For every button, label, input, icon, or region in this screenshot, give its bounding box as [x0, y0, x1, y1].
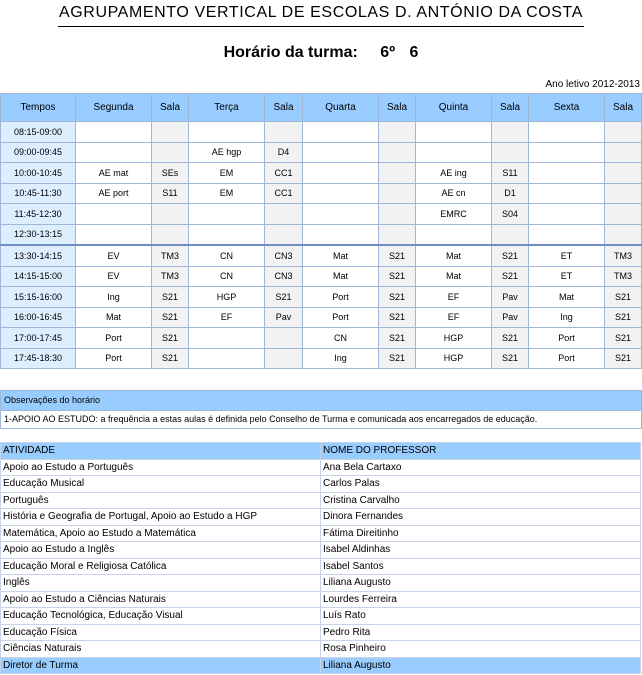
subject-cell: CN — [189, 266, 265, 287]
schedule-row — [1, 348, 642, 369]
activity-cell: Diretor de Turma — [1, 657, 321, 674]
activity-cell: Inglês — [1, 575, 321, 592]
teacher-row — [1, 575, 641, 592]
time-slot: 17:00-17:45 — [1, 328, 76, 349]
room-cell: S21 — [379, 348, 416, 369]
subject-cell: Mat — [529, 287, 605, 308]
schedule-header-cell: Sexta — [529, 94, 605, 122]
schedule-row — [1, 287, 642, 308]
teacher-row — [1, 459, 641, 476]
subject-cell: AE ing — [416, 163, 492, 184]
room-cell — [379, 122, 416, 143]
room-cell: S21 — [492, 245, 529, 266]
teacher-cell: NOME DO PROFESSOR — [321, 443, 641, 460]
schedule-row — [1, 224, 642, 245]
time-slot: 10:45-11:30 — [1, 183, 76, 204]
room-cell: S21 — [605, 328, 642, 349]
time-slot: 15:15-16:00 — [1, 287, 76, 308]
subject-cell — [303, 224, 379, 245]
room-cell — [265, 122, 303, 143]
room-cell — [492, 122, 529, 143]
subject-cell: EF — [189, 307, 265, 328]
room-cell: CN3 — [265, 266, 303, 287]
room-cell: TM3 — [152, 266, 189, 287]
room-cell — [152, 204, 189, 225]
subject-cell — [529, 163, 605, 184]
observations-heading: Observações do horário — [1, 391, 641, 411]
room-cell: S11 — [152, 183, 189, 204]
schedule-header-cell: Sala — [265, 94, 303, 122]
subject-cell — [529, 183, 605, 204]
time-slot: 11:45-12:30 — [1, 204, 76, 225]
room-cell: S21 — [152, 307, 189, 328]
schedule-row — [1, 204, 642, 225]
school-name: AGRUPAMENTO VERTICAL DE ESCOLAS D. ANTÓNIO DA COSTA — [58, 0, 584, 27]
subject-cell: EM — [189, 163, 265, 184]
room-cell — [265, 348, 303, 369]
subject-cell: HGP — [416, 348, 492, 369]
subject-cell — [303, 163, 379, 184]
subject-cell — [189, 328, 265, 349]
room-cell — [265, 224, 303, 245]
room-cell — [492, 224, 529, 245]
room-cell: S21 — [379, 287, 416, 308]
time-slot: 16:00-16:45 — [1, 307, 76, 328]
activity-cell: Apoio ao Estudo a Português — [1, 459, 321, 476]
time-slot: 09:00-09:45 — [1, 142, 76, 163]
room-cell: TM3 — [605, 245, 642, 266]
teacher-cell: Ana Bela Cartaxo — [321, 459, 641, 476]
room-cell: S21 — [492, 328, 529, 349]
schedule-row — [1, 307, 642, 328]
teacher-row — [1, 591, 641, 608]
subject-cell — [189, 224, 265, 245]
teacher-cell: Isabel Aldinhas — [321, 542, 641, 559]
room-cell — [605, 224, 642, 245]
schedule-header-cell: Sala — [152, 94, 189, 122]
subject-cell: AE hgp — [189, 142, 265, 163]
activity-cell: Apoio ao Estudo a Inglês — [1, 542, 321, 559]
activity-cell: ATIVIDADE — [1, 443, 321, 460]
subject-cell — [303, 183, 379, 204]
teacher-row — [1, 624, 641, 641]
schedule-header-cell: Terça — [189, 94, 265, 122]
schedule-row — [1, 245, 642, 266]
subject-cell: HGP — [189, 287, 265, 308]
time-slot: 12:30-13:15 — [1, 224, 76, 245]
title-label: Horário da turma: — [223, 44, 358, 61]
room-cell: S21 — [492, 266, 529, 287]
room-cell: S21 — [379, 307, 416, 328]
subject-cell — [529, 224, 605, 245]
teacher-row — [1, 558, 641, 575]
subject-cell: AE mat — [76, 163, 152, 184]
room-cell: Pav — [265, 307, 303, 328]
subject-cell — [76, 204, 152, 225]
subject-cell: Port — [303, 287, 379, 308]
subject-cell: Ing — [303, 348, 379, 369]
teacher-cell: Isabel Santos — [321, 558, 641, 575]
room-cell — [492, 142, 529, 163]
turma-number: 6 — [409, 44, 419, 61]
subject-cell: HGP — [416, 328, 492, 349]
activity-cell: Educação Musical — [1, 476, 321, 493]
subject-cell — [416, 142, 492, 163]
room-cell — [152, 142, 189, 163]
subject-cell: Mat — [416, 266, 492, 287]
room-cell: S21 — [605, 348, 642, 369]
time-slot: 08:15-09:00 — [1, 122, 76, 143]
subject-cell — [416, 122, 492, 143]
schedule-header-row — [1, 94, 642, 122]
subject-cell: EF — [416, 287, 492, 308]
subject-cell: Mat — [303, 266, 379, 287]
room-cell: S21 — [152, 328, 189, 349]
teacher-row — [1, 542, 641, 559]
room-cell — [605, 183, 642, 204]
teacher-cell: Liliana Augusto — [321, 657, 641, 674]
subject-cell: ET — [529, 245, 605, 266]
schedule-header-cell: Segunda — [76, 94, 152, 122]
activity-cell: História e Geografia de Portugal, Apoio ao Estudo a HGP — [1, 509, 321, 526]
subject-cell: Port — [303, 307, 379, 328]
subject-cell: Mat — [76, 307, 152, 328]
room-cell — [605, 122, 642, 143]
schedule-table — [0, 93, 642, 369]
subject-cell: Port — [529, 328, 605, 349]
class-director-row — [1, 657, 641, 674]
subject-cell: AE cn — [416, 183, 492, 204]
subject-cell: Mat — [303, 245, 379, 266]
teachers-table — [0, 442, 641, 674]
time-slot: 13:30-14:15 — [1, 245, 76, 266]
schedule-row — [1, 163, 642, 184]
subject-cell: EF — [416, 307, 492, 328]
school-year: Ano letivo 2012-2013 — [545, 79, 640, 90]
subject-cell: EV — [76, 245, 152, 266]
subject-cell — [529, 204, 605, 225]
subject-cell — [529, 142, 605, 163]
subject-cell — [303, 142, 379, 163]
subject-cell: EM — [189, 183, 265, 204]
schedule-row — [1, 266, 642, 287]
room-cell: S21 — [379, 245, 416, 266]
subject-cell: Ing — [529, 307, 605, 328]
schedule-row — [1, 122, 642, 143]
room-cell — [379, 204, 416, 225]
subject-cell: AE port — [76, 183, 152, 204]
room-cell: S11 — [492, 163, 529, 184]
teacher-cell: Carlos Palas — [321, 476, 641, 493]
schedule-header-cell: Tempos — [1, 94, 76, 122]
room-cell: CC1 — [265, 183, 303, 204]
subject-cell: CN — [189, 245, 265, 266]
subject-cell — [189, 122, 265, 143]
room-cell: S21 — [605, 287, 642, 308]
room-cell — [379, 183, 416, 204]
teacher-row — [1, 525, 641, 542]
room-cell: SEs — [152, 163, 189, 184]
room-cell: CC1 — [265, 163, 303, 184]
subject-cell: EV — [76, 266, 152, 287]
subject-cell: Port — [529, 348, 605, 369]
room-cell: S21 — [605, 307, 642, 328]
subject-cell — [529, 122, 605, 143]
turma-class: 6º — [380, 44, 396, 61]
subject-cell: Port — [76, 348, 152, 369]
subject-cell: Port — [76, 328, 152, 349]
room-cell: S21 — [492, 348, 529, 369]
time-slot: 14:15-15:00 — [1, 266, 76, 287]
schedule-row — [1, 183, 642, 204]
subject-cell — [189, 348, 265, 369]
room-cell — [379, 142, 416, 163]
schedule-header-cell: Quarta — [303, 94, 379, 122]
teacher-cell: Fátima Direitinho — [321, 525, 641, 542]
activity-cell: Educação Física — [1, 624, 321, 641]
teacher-row — [1, 492, 641, 509]
schedule-header-cell: Sala — [492, 94, 529, 122]
observations-box — [0, 390, 642, 429]
time-slot: 10:00-10:45 — [1, 163, 76, 184]
room-cell: S21 — [379, 266, 416, 287]
room-cell — [605, 204, 642, 225]
teacher-row — [1, 608, 641, 625]
teacher-cell: Liliana Augusto — [321, 575, 641, 592]
room-cell — [379, 163, 416, 184]
schedule-row — [1, 142, 642, 163]
room-cell: S21 — [379, 328, 416, 349]
subject-cell — [76, 142, 152, 163]
activity-cell: Educação Tecnológica, Educação Visual — [1, 608, 321, 625]
teacher-cell: Lourdes Ferreira — [321, 591, 641, 608]
subject-cell: EMRC — [416, 204, 492, 225]
room-cell: TM3 — [605, 266, 642, 287]
room-cell: S04 — [492, 204, 529, 225]
room-cell — [152, 224, 189, 245]
schedule-row — [1, 328, 642, 349]
time-slot: 17:45-18:30 — [1, 348, 76, 369]
room-cell — [605, 142, 642, 163]
room-cell — [265, 328, 303, 349]
room-cell: D1 — [492, 183, 529, 204]
room-cell: S21 — [152, 348, 189, 369]
activity-cell: Apoio ao Estudo a Ciências Naturais — [1, 591, 321, 608]
teacher-cell: Luís Rato — [321, 608, 641, 625]
schedule-header-cell: Quinta — [416, 94, 492, 122]
room-cell: S21 — [265, 287, 303, 308]
schedule-header-cell: Sala — [605, 94, 642, 122]
room-cell — [605, 163, 642, 184]
teacher-cell: Rosa Pinheiro — [321, 641, 641, 658]
room-cell — [265, 204, 303, 225]
subject-cell — [189, 204, 265, 225]
room-cell — [379, 224, 416, 245]
subject-cell: Ing — [76, 287, 152, 308]
subject-cell — [416, 224, 492, 245]
subject-cell — [303, 204, 379, 225]
room-cell: Pav — [492, 287, 529, 308]
activity-cell: Português — [1, 492, 321, 509]
activity-cell: Matemática, Apoio ao Estudo a Matemática — [1, 525, 321, 542]
teacher-row — [1, 509, 641, 526]
room-cell: Pav — [492, 307, 529, 328]
teacher-row — [1, 641, 641, 658]
teacher-cell: Dinora Fernandes — [321, 509, 641, 526]
activity-cell: Educação Moral e Religiosa Católica — [1, 558, 321, 575]
room-cell: D4 — [265, 142, 303, 163]
room-cell: S21 — [152, 287, 189, 308]
room-cell: TM3 — [152, 245, 189, 266]
subject-cell: ET — [529, 266, 605, 287]
teacher-row — [1, 476, 641, 493]
room-cell — [152, 122, 189, 143]
teachers-header-row — [1, 443, 641, 460]
observations-text: 1-APOIO AO ESTUDO: a frequência a estas aulas é definida pelo Conselho de Turma e comunicada aos encarregados de educação. — [4, 414, 538, 424]
subject-cell — [76, 122, 152, 143]
subject-cell — [76, 224, 152, 245]
activity-cell: Ciências Naturais — [1, 641, 321, 658]
subject-cell — [303, 122, 379, 143]
room-cell: CN3 — [265, 245, 303, 266]
teacher-cell: Pedro Rita — [321, 624, 641, 641]
teacher-cell: Cristina Carvalho — [321, 492, 641, 509]
subject-cell: Mat — [416, 245, 492, 266]
schedule-header-cell: Sala — [379, 94, 416, 122]
subject-cell: CN — [303, 328, 379, 349]
page-title — [0, 44, 642, 62]
